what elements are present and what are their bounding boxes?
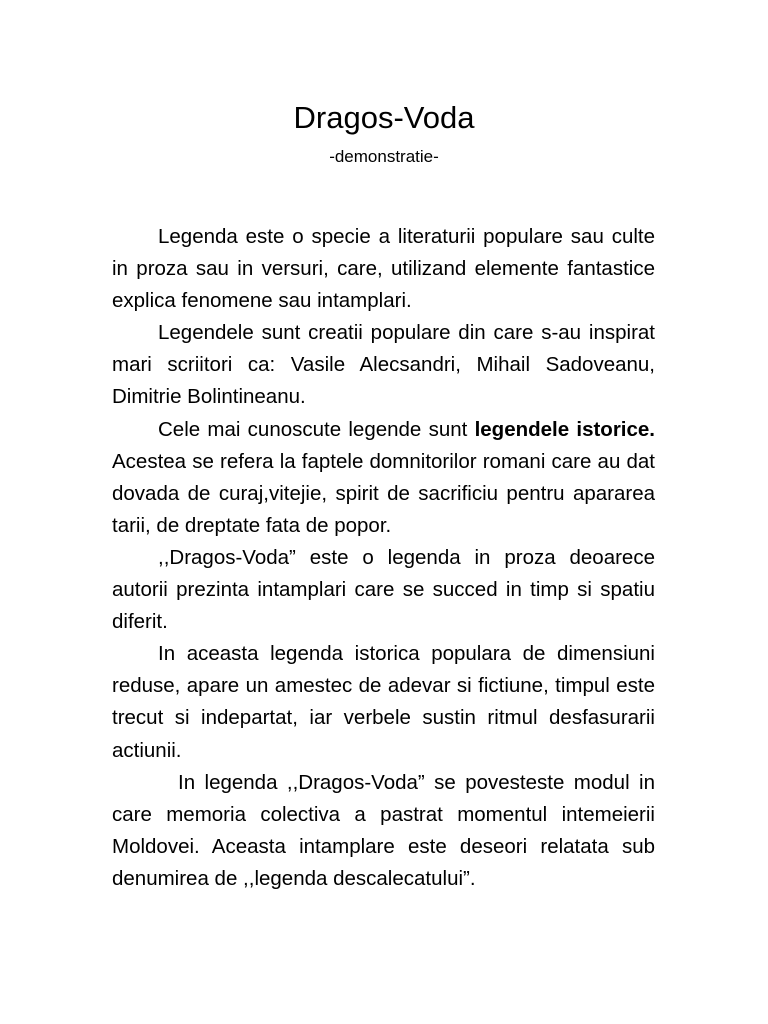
document-title: Dragos-Voda [293,100,475,135]
paragraph-prose-legend: ,,Dragos-Voda” este o legenda in proza deoarece autorii prezinta intamplari care se succed in timp si spatiu diferit. [112,545,655,634]
bold-term-legendele-istorice: legendele istorice. [474,417,655,441]
paragraph-historical-legends-text-end: Acestea se refera la faptele domnitorilor romani care au dat dovada de curaj,vitejie, spirit de sacrificiu pentru apararea tarii, de dreptate fata de popor. [112,449,655,537]
paragraph-legend-definition: Legenda este o specie a literaturii populare sau culte in proza sau in versuri, care, utilizand elemente fantastice explica fenomene sau intamplari. [112,225,655,313]
document-subtitle: -demonstratie- [329,147,439,166]
paragraph-founding-of-moldova: In legenda ,,Dragos-Voda” se povesteste modul in care memoria colectiva a pastrat momentul intemeierii Moldovei. Aceasta intamplare este deseori relatata sub denumirea de ,,legenda descalecatului”. [112,770,655,890]
paragraph-writers: Legendele sunt creatii populare din care s-au inspirat mari scriitori ca: Vasile Alecsandri, Mihail Sadoveanu, Dimitrie Bolintineanu. [112,321,655,409]
document-body [112,221,655,895]
paragraph-historical-legends-text-start: Cele mai cunoscute legende sunt [158,417,475,441]
paragraph-historical-legends [112,414,655,542]
paragraph-truth-and-fiction: In aceasta legenda istorica populara de dimensiuni reduse, apare un amestec de adevar si fictiune, timpul este trecut si indepartat, iar verbele sustin ritmul desfasurarii actiunii. [112,642,655,762]
